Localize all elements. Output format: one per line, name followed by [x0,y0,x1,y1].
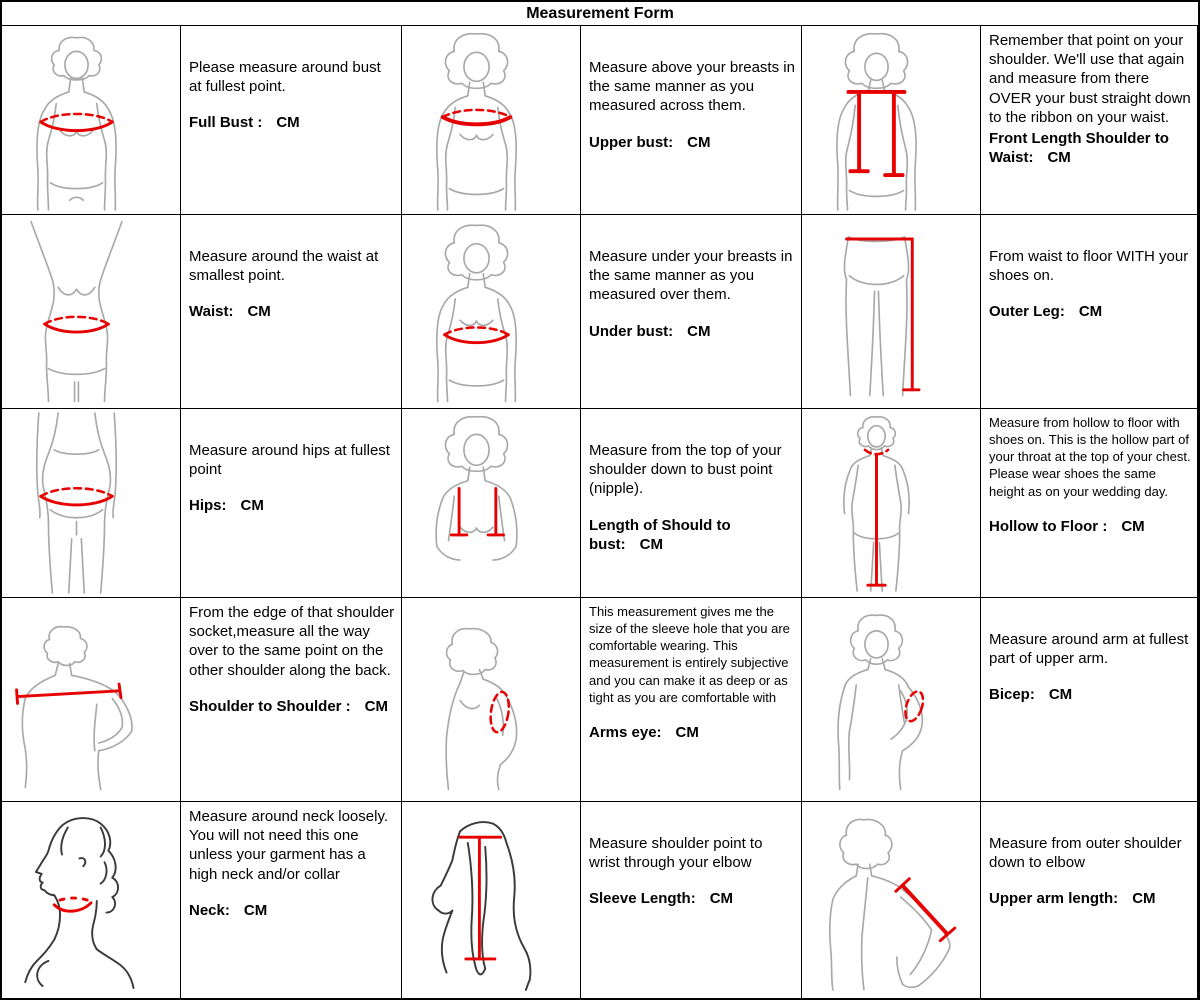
measure-label: Neck: [189,901,230,919]
hips-figure-illustration [4,411,178,595]
front-length-shoulder-to-waist-figure-illustration [804,28,978,212]
measure-label-line [189,113,395,132]
figure-cell [2,802,181,998]
text-cell [581,215,802,409]
measure-description: This measurement gives me the size of the sleeve hole that you are comfortable wearing. This measurement is entirely subjective and you can make it as deep or as tight as you are comfortable with [589,604,790,705]
measure-description: From waist to floor WITH your shoes on. [989,248,1189,285]
measure-label: Front Length Shoulder to Waist: [989,129,1169,167]
shoulder-to-bust-figure-illustration [404,411,578,595]
text-cell [181,598,402,802]
text-cell [581,802,802,998]
figure-cell [802,26,981,215]
figure-cell [402,26,581,215]
measure-label: Outer Leg: [989,303,1065,321]
measure-description: Measure shoulder point to wrist through your elbow [589,835,763,872]
figure-cell [802,409,981,598]
text-cell [181,215,402,409]
measure-unit: CM [247,303,271,321]
measure-unit: CM [709,890,734,908]
figure-cell [2,409,181,598]
measure-label-line [189,901,395,920]
text-cell [581,26,802,215]
measure-label: Arms eye: [589,723,662,741]
neck-figure-illustration [4,804,178,996]
measure-label-line [589,322,795,341]
text-cell [181,802,402,998]
text-cell [981,215,1198,409]
text-cell [981,26,1198,215]
measure-label: Hips: [189,497,227,515]
measure-unit: CM [639,535,663,553]
figure-cell [402,409,581,598]
figure-cell [802,598,981,802]
measure-unit: CM [240,497,264,515]
measure-label-line [189,496,395,515]
figure-cell [2,26,181,215]
measure-description: Measure under your breasts in the same manner as you measured over them. [589,248,793,304]
figure-cell [402,215,581,409]
measure-label: Bicep: [989,686,1035,704]
figure-cell [802,215,981,409]
text-cell [581,409,802,598]
text-cell [981,802,1198,998]
measure-label-line [589,133,795,152]
measure-label: Hollow to Floor : [989,517,1108,535]
figure-cell [402,802,581,998]
measure-label-line [989,302,1191,321]
measure-label: Full Bust : [189,114,263,132]
measure-unit: CM [1132,890,1156,908]
text-cell [981,598,1198,802]
measure-unit: CM [1121,517,1145,535]
measure-description: Measure around the waist at smallest point. [189,248,379,285]
measure-unit: CM [364,697,388,715]
measure-unit: CM [687,133,711,151]
measure-unit: CM [1047,149,1071,167]
measure-description: Measure around neck loosely. You will not need this one unless your garment has a high neck and/or collar [189,808,388,883]
measure-label-line [989,685,1191,704]
sleeve-length-figure-illustration [404,804,578,996]
measure-unit: CM [243,901,268,919]
text-cell [181,409,402,598]
measure-label-line [989,129,1191,167]
figure-cell [2,598,181,802]
upper-bust-figure-illustration [404,28,578,212]
measure-description: Measure from hollow to floor with shoes on. This is the hollow part of your throat at the top of your chest. Please wear shoes the same height as on your wedding day. [989,415,1191,499]
measure-description: From the edge of that shoulder socket,measure all the way over to the same point on the other shoulder along the back. [189,604,395,679]
full-bust-figure-illustration [4,28,178,212]
measure-unit: CM [276,114,300,132]
outer-leg-figure-illustration [804,217,978,406]
text-cell [581,598,802,802]
measure-label-line [989,517,1191,537]
measure-label: Waist: [189,303,234,321]
measure-label-line [989,889,1191,908]
text-cell [181,26,402,215]
measure-label: Sleeve Length: [589,890,696,908]
text-cell [981,409,1198,598]
measure-label: Upper arm length: [989,890,1119,908]
measure-label-line [589,889,795,908]
measure-label: Upper bust: [589,133,674,151]
figure-cell [802,802,981,998]
measure-description: Measure around arm at fullest part of upper arm. [989,631,1189,668]
measure-unit: CM [687,322,711,340]
shoulder-to-shoulder-figure-illustration [4,600,178,799]
waist-figure-illustration [4,217,178,406]
measure-label-line [589,723,795,743]
measure-description: Remember that point on your shoulder. We'll use that again and measure from there OVER your bust straight down to the ribbon on your waist. [989,32,1191,126]
measure-label-line [589,516,795,554]
measure-unit: CM [1048,686,1073,704]
figure-cell [2,215,181,409]
measure-description: Measure around hips at fullest point [189,442,390,479]
measure-label-line [189,302,395,321]
arms-eye-figure-illustration [404,600,578,799]
measure-label: Under bust: [589,322,674,340]
hollow-to-floor-figure-illustration [804,411,978,595]
measure-label: Shoulder to Shoulder : [189,697,351,715]
measure-description: Measure from the top of your shoulder down to bust point (nipple). [589,442,782,498]
measure-unit: CM [675,723,699,741]
measure-label: Length of Should to bust: [589,516,731,553]
bicep-figure-illustration [804,600,978,799]
under-bust-figure-illustration [404,217,578,406]
measure-label-line [189,697,395,716]
measure-description: Measure from outer shoulder down to elbow [989,835,1182,872]
figure-cell [402,598,581,802]
upper-arm-length-figure-illustration [804,804,978,996]
measure-unit: CM [1078,303,1103,321]
measure-description: Please measure around bust at fullest point. [189,59,381,96]
page-title: Measurement Form [2,2,1198,26]
measure-description: Measure above your breasts in the same manner as you measured across them. [589,59,795,115]
